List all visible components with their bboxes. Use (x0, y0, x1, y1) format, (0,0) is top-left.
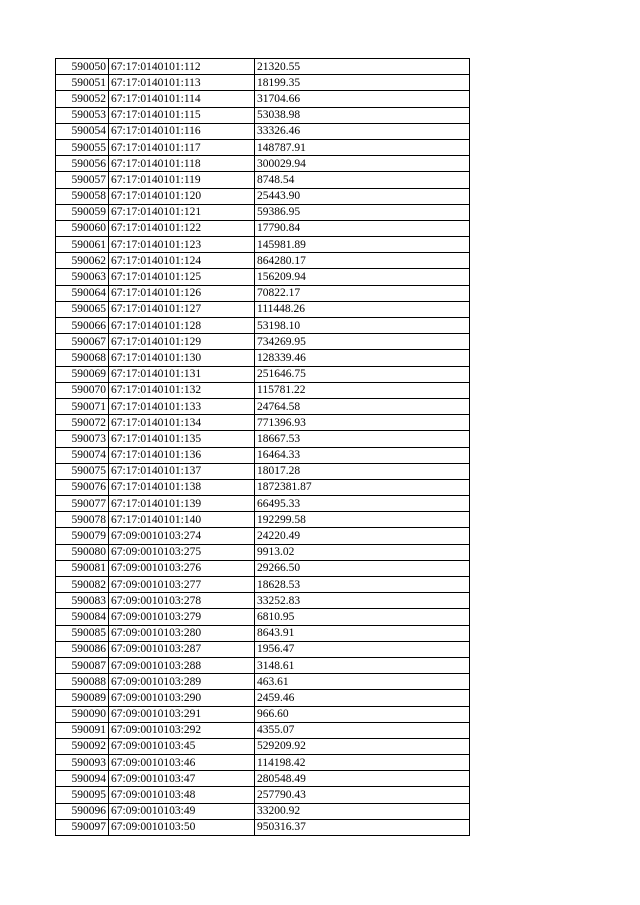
cadastral-number-cell: 67:09:0010103:288 (109, 657, 255, 673)
cadastral-number-cell: 67:09:0010103:289 (109, 674, 255, 690)
table-row (56, 479, 470, 495)
value-cell: 21320.55 (255, 59, 470, 75)
cadastral-number-cell: 67:09:0010103:46 (109, 755, 255, 771)
value-cell: 29266.50 (255, 560, 470, 576)
cadastral-number-cell: 67:09:0010103:274 (109, 528, 255, 544)
row-id-cell: 590074 (56, 447, 109, 463)
cadastral-number-cell: 67:17:0140101:126 (109, 285, 255, 301)
row-id-cell: 590059 (56, 204, 109, 220)
row-id-cell: 590075 (56, 463, 109, 479)
cadastral-number-cell: 67:17:0140101:137 (109, 463, 255, 479)
cadastral-number-cell: 67:17:0140101:120 (109, 188, 255, 204)
row-id-cell: 590076 (56, 479, 109, 495)
table-row (56, 107, 470, 123)
cadastral-number-cell: 67:17:0140101:128 (109, 318, 255, 334)
row-id-cell: 590080 (56, 544, 109, 560)
table-row (56, 496, 470, 512)
value-cell: 145981.89 (255, 237, 470, 253)
row-id-cell: 590053 (56, 107, 109, 123)
table-row (56, 285, 470, 301)
table-row (56, 528, 470, 544)
value-cell: 25443.90 (255, 188, 470, 204)
cadastral-number-cell: 67:09:0010103:278 (109, 593, 255, 609)
table-row (56, 156, 470, 172)
cadastral-number-cell: 67:09:0010103:49 (109, 803, 255, 819)
value-cell: 33200.92 (255, 803, 470, 819)
table-row (56, 625, 470, 641)
row-id-cell: 590084 (56, 609, 109, 625)
cadastral-number-cell: 67:17:0140101:122 (109, 220, 255, 236)
table-row (56, 463, 470, 479)
cadastral-number-cell: 67:09:0010103:291 (109, 706, 255, 722)
table-row (56, 447, 470, 463)
value-cell: 114198.42 (255, 755, 470, 771)
row-id-cell: 590054 (56, 123, 109, 139)
value-cell: 950316.37 (255, 819, 470, 835)
value-cell: 4355.07 (255, 722, 470, 738)
table-row (56, 706, 470, 722)
value-cell: 463.61 (255, 674, 470, 690)
value-cell: 24764.58 (255, 398, 470, 414)
table-row (56, 560, 470, 576)
row-id-cell: 590071 (56, 398, 109, 414)
table-row (56, 75, 470, 91)
table-body (56, 59, 470, 836)
value-cell: 9913.02 (255, 544, 470, 560)
table-row (56, 204, 470, 220)
row-id-cell: 590086 (56, 641, 109, 657)
table-row (56, 690, 470, 706)
row-id-cell: 590088 (56, 674, 109, 690)
cadastral-number-cell: 67:17:0140101:130 (109, 350, 255, 366)
value-cell: 59386.95 (255, 204, 470, 220)
cadastral-number-cell: 67:17:0140101:118 (109, 156, 255, 172)
row-id-cell: 590066 (56, 318, 109, 334)
cadastral-number-cell: 67:17:0140101:113 (109, 75, 255, 91)
value-cell: 18628.53 (255, 577, 470, 593)
table-row (56, 593, 470, 609)
value-cell: 3148.61 (255, 657, 470, 673)
table-row (56, 609, 470, 625)
row-id-cell: 590085 (56, 625, 109, 641)
cadastral-number-cell: 67:17:0140101:132 (109, 382, 255, 398)
row-id-cell: 590065 (56, 301, 109, 317)
table-row (56, 253, 470, 269)
value-cell: 18199.35 (255, 75, 470, 91)
row-id-cell: 590094 (56, 771, 109, 787)
row-id-cell: 590070 (56, 382, 109, 398)
value-cell: 771396.93 (255, 415, 470, 431)
cadastral-number-cell: 67:17:0140101:133 (109, 398, 255, 414)
cadastral-number-cell: 67:09:0010103:279 (109, 609, 255, 625)
row-id-cell: 590067 (56, 334, 109, 350)
value-cell: 33326.46 (255, 123, 470, 139)
table-row (56, 415, 470, 431)
value-cell: 280548.49 (255, 771, 470, 787)
row-id-cell: 590051 (56, 75, 109, 91)
cadastral-number-cell: 67:17:0140101:114 (109, 91, 255, 107)
value-cell: 16464.33 (255, 447, 470, 463)
cadastral-number-cell: 67:17:0140101:135 (109, 431, 255, 447)
cadastral-number-cell: 67:09:0010103:292 (109, 722, 255, 738)
cadastral-number-cell: 67:17:0140101:136 (109, 447, 255, 463)
value-cell: 251646.75 (255, 366, 470, 382)
value-cell: 17790.84 (255, 220, 470, 236)
row-id-cell: 590082 (56, 577, 109, 593)
row-id-cell: 590092 (56, 738, 109, 754)
table-row (56, 398, 470, 414)
cadastral-number-cell: 67:09:0010103:287 (109, 641, 255, 657)
cadastral-number-cell: 67:17:0140101:129 (109, 334, 255, 350)
table-row (56, 123, 470, 139)
row-id-cell: 590093 (56, 755, 109, 771)
cadastral-number-cell: 67:17:0140101:117 (109, 139, 255, 155)
row-id-cell: 590091 (56, 722, 109, 738)
row-id-cell: 590068 (56, 350, 109, 366)
value-cell: 2459.46 (255, 690, 470, 706)
cadastral-number-cell: 67:17:0140101:121 (109, 204, 255, 220)
cadastral-number-cell: 67:17:0140101:127 (109, 301, 255, 317)
value-cell: 18017.28 (255, 463, 470, 479)
cadastral-number-cell: 67:17:0140101:140 (109, 512, 255, 528)
value-cell: 8643.91 (255, 625, 470, 641)
row-id-cell: 590079 (56, 528, 109, 544)
value-cell: 70822.17 (255, 285, 470, 301)
cadastral-number-cell: 67:17:0140101:134 (109, 415, 255, 431)
value-cell: 1956.47 (255, 641, 470, 657)
table-row (56, 657, 470, 673)
table-row (56, 382, 470, 398)
value-cell: 66495.33 (255, 496, 470, 512)
table-row (56, 318, 470, 334)
table-row (56, 237, 470, 253)
cadastral-number-cell: 67:09:0010103:47 (109, 771, 255, 787)
cadastral-value-table (55, 58, 470, 836)
table-row (56, 803, 470, 819)
value-cell: 31704.66 (255, 91, 470, 107)
table-row (56, 819, 470, 835)
table-row (56, 350, 470, 366)
value-cell: 18667.53 (255, 431, 470, 447)
table-row (56, 301, 470, 317)
cadastral-number-cell: 67:17:0140101:131 (109, 366, 255, 382)
value-cell: 115781.22 (255, 382, 470, 398)
row-id-cell: 590057 (56, 172, 109, 188)
row-id-cell: 590095 (56, 787, 109, 803)
cadastral-number-cell: 67:09:0010103:48 (109, 787, 255, 803)
table-row (56, 431, 470, 447)
row-id-cell: 590061 (56, 237, 109, 253)
row-id-cell: 590064 (56, 285, 109, 301)
row-id-cell: 590090 (56, 706, 109, 722)
table-row (56, 172, 470, 188)
row-id-cell: 590058 (56, 188, 109, 204)
value-cell: 1872381.87 (255, 479, 470, 495)
table-row (56, 334, 470, 350)
table-row (56, 220, 470, 236)
row-id-cell: 590072 (56, 415, 109, 431)
row-id-cell: 590087 (56, 657, 109, 673)
table-row (56, 544, 470, 560)
row-id-cell: 590073 (56, 431, 109, 447)
row-id-cell: 590083 (56, 593, 109, 609)
cadastral-number-cell: 67:17:0140101:139 (109, 496, 255, 512)
table-row (56, 139, 470, 155)
cadastral-number-cell: 67:17:0140101:116 (109, 123, 255, 139)
value-cell: 6810.95 (255, 609, 470, 625)
table-row (56, 722, 470, 738)
table-row (56, 512, 470, 528)
value-cell: 192299.58 (255, 512, 470, 528)
value-cell: 529209.92 (255, 738, 470, 754)
value-cell: 24220.49 (255, 528, 470, 544)
cadastral-number-cell: 67:17:0140101:115 (109, 107, 255, 123)
value-cell: 53038.98 (255, 107, 470, 123)
cadastral-number-cell: 67:09:0010103:290 (109, 690, 255, 706)
table-row (56, 641, 470, 657)
table-row (56, 738, 470, 754)
table-row (56, 577, 470, 593)
table-row (56, 755, 470, 771)
table-row (56, 366, 470, 382)
cadastral-number-cell: 67:09:0010103:280 (109, 625, 255, 641)
cadastral-number-cell: 67:17:0140101:119 (109, 172, 255, 188)
row-id-cell: 590077 (56, 496, 109, 512)
value-cell: 128339.46 (255, 350, 470, 366)
table-row (56, 269, 470, 285)
cadastral-number-cell: 67:17:0140101:112 (109, 59, 255, 75)
value-cell: 864280.17 (255, 253, 470, 269)
table-row (56, 188, 470, 204)
table-row (56, 771, 470, 787)
value-cell: 257790.43 (255, 787, 470, 803)
row-id-cell: 590060 (56, 220, 109, 236)
value-cell: 156209.94 (255, 269, 470, 285)
value-cell: 8748.54 (255, 172, 470, 188)
cadastral-number-cell: 67:17:0140101:138 (109, 479, 255, 495)
cadastral-number-cell: 67:09:0010103:275 (109, 544, 255, 560)
row-id-cell: 590050 (56, 59, 109, 75)
table-row (56, 674, 470, 690)
value-cell: 148787.91 (255, 139, 470, 155)
cadastral-number-cell: 67:09:0010103:276 (109, 560, 255, 576)
value-cell: 300029.94 (255, 156, 470, 172)
table-row (56, 787, 470, 803)
cadastral-number-cell: 67:17:0140101:124 (109, 253, 255, 269)
row-id-cell: 590063 (56, 269, 109, 285)
cadastral-number-cell: 67:17:0140101:125 (109, 269, 255, 285)
cadastral-number-cell: 67:17:0140101:123 (109, 237, 255, 253)
cadastral-number-cell: 67:09:0010103:277 (109, 577, 255, 593)
row-id-cell: 590097 (56, 819, 109, 835)
value-cell: 33252.83 (255, 593, 470, 609)
row-id-cell: 590089 (56, 690, 109, 706)
value-cell: 966.60 (255, 706, 470, 722)
value-cell: 734269.95 (255, 334, 470, 350)
table-row (56, 59, 470, 75)
row-id-cell: 590052 (56, 91, 109, 107)
row-id-cell: 590055 (56, 139, 109, 155)
row-id-cell: 590056 (56, 156, 109, 172)
cadastral-number-cell: 67:09:0010103:50 (109, 819, 255, 835)
row-id-cell: 590096 (56, 803, 109, 819)
value-cell: 111448.26 (255, 301, 470, 317)
table-row (56, 91, 470, 107)
cadastral-number-cell: 67:09:0010103:45 (109, 738, 255, 754)
value-cell: 53198.10 (255, 318, 470, 334)
row-id-cell: 590081 (56, 560, 109, 576)
row-id-cell: 590062 (56, 253, 109, 269)
row-id-cell: 590069 (56, 366, 109, 382)
row-id-cell: 590078 (56, 512, 109, 528)
